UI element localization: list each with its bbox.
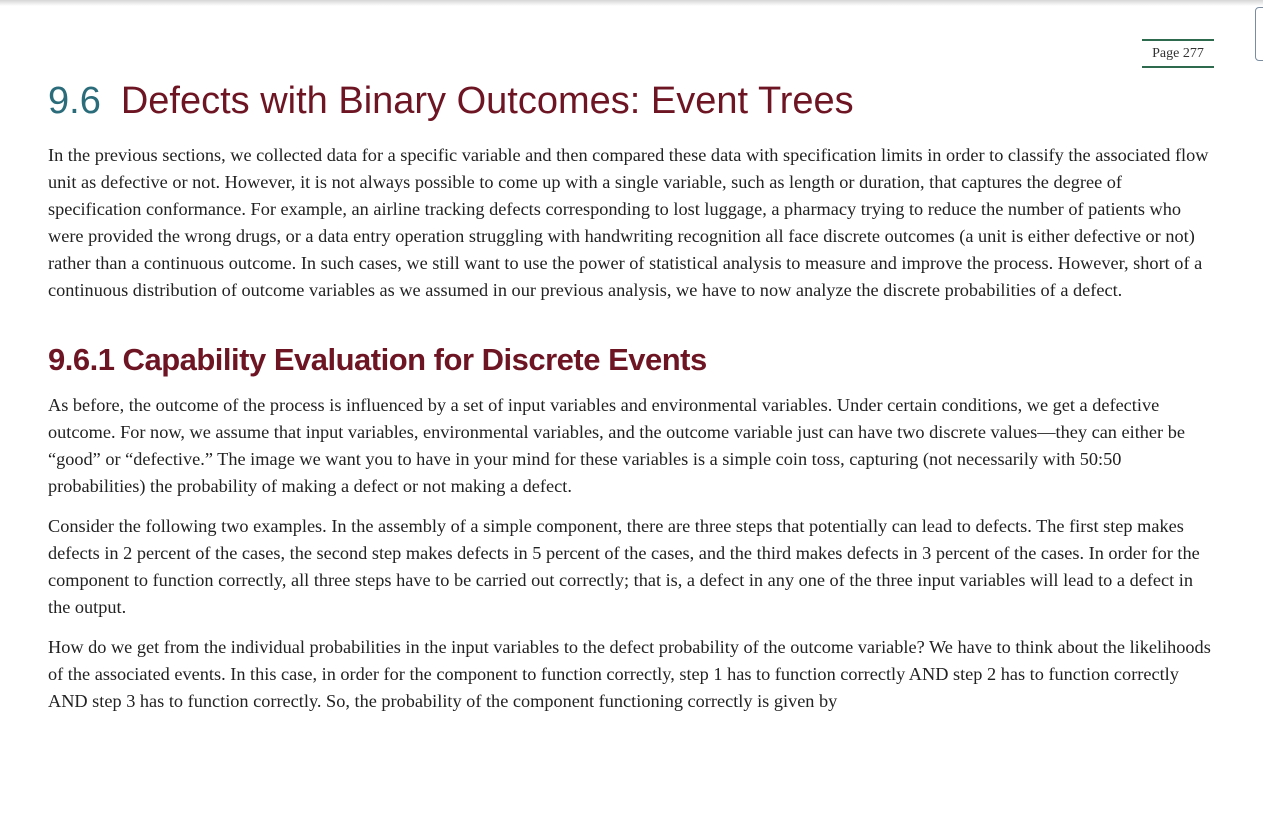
viewer-top-shadow	[0, 0, 1263, 6]
side-panel-tab[interactable]	[1255, 7, 1263, 61]
page-content	[48, 76, 1218, 715]
section-heading	[48, 76, 1218, 128]
page-number-marker: Page 277	[1142, 39, 1214, 68]
body-paragraph-2: Consider the following two examples. In the assembly of a simple component, there are three steps that potentially can lead to defects. The first step makes defects in 2 percent of the cases, the second step makes defects in 5 percent of the cases, and the third makes defects in 3 percent of the cases. In order for the component to function correctly, all three steps have to be carried out correctly; that is, a defect in any one of the three input variables will lead to a defect in the output.	[48, 516, 1200, 617]
subsection-heading: 9.6.1 Capability Evaluation for Discrete Events	[48, 342, 707, 377]
intro-paragraph: In the previous sections, we collected data for a specific variable and then compared these data with specification limits in order to classify the associated flow unit as defective or not. However, it is not always possible to come up with a single variable, such as length or duration, that captures the degree of specification conformance. For example, an airline tracking defects corresponding to lost luggage, a pharmacy trying to reduce the number of patients who were provided the wrong drugs, or a data entry operation struggling with handwriting recognition all face discrete outcomes (a unit is either defective or not) rather than a continuous outcome. In such cases, we still want to use the power of statistical analysis to measure and improve the process. However, short of a continuous distribution of outcome variables as we assumed in our previous analysis, we have to now analyze the discrete probabilities of a defect.	[48, 145, 1209, 300]
subsection-heading-wrap	[48, 340, 1218, 380]
body-paragraph-3: How do we get from the individual probabilities in the input variables to the defect probability of the outcome variable? We have to think about the likelihoods of the associated events. In this case, in order for the component to function correctly, step 1 has to function correctly AND step 2 has to function correctly AND step 3 has to function correctly. So, the probability of the component functioning correctly is given by	[48, 637, 1211, 711]
body-paragraph-1: As before, the outcome of the process is influenced by a set of input variables and environmental variables. Under certain conditions, we get a defective outcome. For now, we assume that input variables, environmental variables, and the outcome variable just can have two discrete values—they can either be “good” or “defective.” The image we want you to have in your mind for these variables is a simple coin toss, capturing (not necessarily with 50:50 probabilities) the probability of making a defect or not making a defect.	[48, 395, 1185, 496]
section-number: 9.6	[48, 80, 101, 122]
section-title-text: Defects with Binary Outcomes: Event Trees	[120, 80, 854, 122]
